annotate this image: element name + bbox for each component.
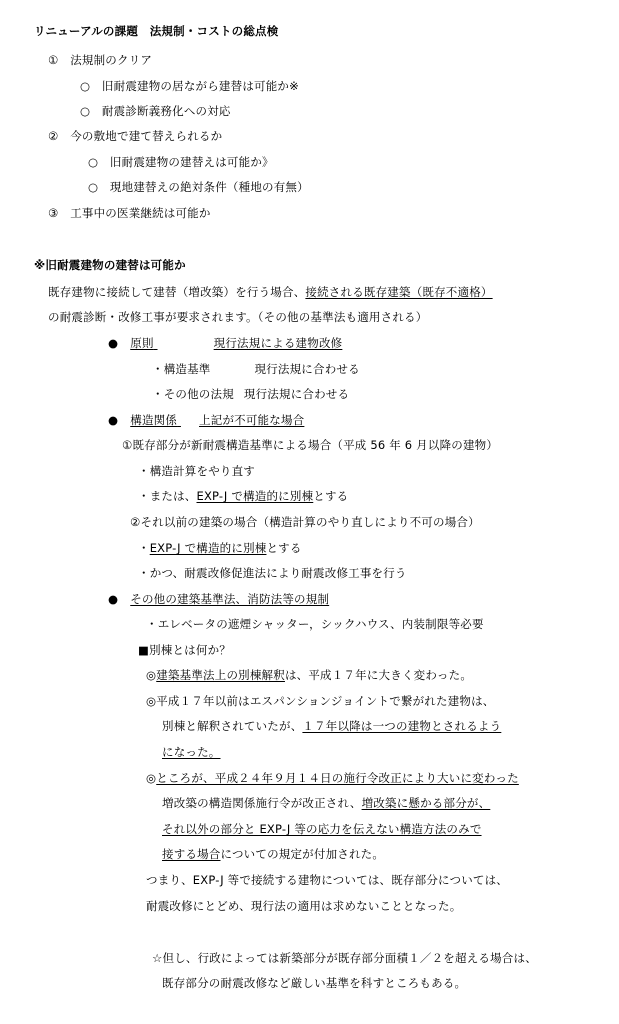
structure-row (108, 412, 304, 428)
bullet-icon: ● (108, 592, 119, 606)
note-line1: ☆但し、行政によっては新築部分が既存部分面積１／２を超える場合は、 (152, 951, 537, 965)
sep3-line1 (146, 770, 519, 786)
item3-label: ③ 工事中の医業継続は可能か (48, 206, 211, 220)
section2-title: ※旧耐震建物の建替は可能か (34, 258, 186, 272)
other-sub1: ・エレベータの遮煙シャッター，シックハウス、内装制限等必要 (146, 617, 484, 631)
case1-sub2-suffix: とする (313, 489, 349, 503)
sep3-line2 (162, 795, 490, 811)
double-circle-icon: ◎ (146, 668, 157, 682)
case2-sub2: ・かつ、耐震改修促進法により耐震改修工事を行う (138, 566, 407, 580)
other-label: その他の建築基準法、消防法等の規制 (130, 592, 330, 606)
sep3-line4 (162, 846, 384, 862)
case2-sub1-suffix: とする (266, 541, 302, 555)
principle-label: 原則 (130, 336, 154, 350)
case1: ①既存部分が新耐震構造基準による場合（平成 56 年 6 月以降の建物） (122, 438, 499, 452)
double-circle-icon: ◎ (146, 771, 157, 785)
sep2-line3: になった。 (162, 745, 221, 759)
case1-sub2 (138, 488, 348, 504)
sep2-line2-underlined: １７年以降は一つの建物とされるよう (302, 719, 502, 733)
separate-building-title: ■別棟とは何か？ (138, 643, 231, 657)
case2-sub1-underlined: EXP-J で構造的に別棟 (149, 541, 267, 555)
section1-title: リニューアルの課題 法規制・コストの総点検 (34, 24, 279, 38)
sep2-line2 (162, 718, 501, 734)
principle-sub2-label: ・その他の法規 (152, 387, 234, 401)
sep3-line2-underlined: 増改築に懸かる部分が、 (361, 796, 491, 810)
conclusion-line2: 耐震改修にとどめ、現行法の適用は求めないこととなった。 (146, 899, 462, 913)
principle-sub2-text: 現行法規に合わせる (243, 387, 350, 401)
case1-sub1: ・構造計算をやり直す (138, 464, 255, 478)
sep1-underlined: 建築基準法上の別棟解釈 (156, 668, 285, 682)
bullet-icon: ● (108, 336, 119, 350)
case2: ②それ以前の建築の場合（構造計算のやり直しにより不可の場合） (130, 515, 480, 529)
sep2-line2-text: 別棟と解釈されていたが、 (162, 719, 303, 733)
principle-sub1 (152, 361, 360, 377)
intro-line1-text: 既存建物に接続して建替（増改築）を行う場合、 (48, 285, 306, 299)
item2-sub1: ○ 旧耐震建物の建替えは可能か》 (88, 155, 274, 169)
principle-sub2 (152, 386, 349, 402)
structure-label: 構造関係 (130, 413, 178, 427)
principle-text: 現行法規による建物改修 (213, 336, 343, 350)
conclusion-line1: つまり、EXP-J 等で接続する建物については、既存部分については、 (146, 873, 508, 887)
case2-sub1 (138, 540, 302, 556)
item1-sub2: ○ 耐震診断義務化への対応 (80, 104, 231, 118)
principle-sub1-label: ・構造基準 (152, 362, 211, 376)
case2-sub1-text: ・ (138, 541, 150, 555)
structure-text: 上記が不可能な場合 (199, 413, 305, 427)
sep3-line3: それ以外の部分と EXP-J 等の応力を伝えない構造方法のみで (162, 822, 482, 836)
sep1-text: は、平成１７年に大きく変わった。 (284, 668, 473, 682)
item1-sub1: ○ 旧耐震建物の居ながら建替は可能か※ (80, 79, 299, 93)
note-line2: 既存部分の耐震改修など厳しい基準を科すところもある。 (162, 976, 467, 990)
other-row (108, 591, 329, 607)
sep3-line2-text: 増改築の構造関係施行令が改正され、 (162, 796, 362, 810)
intro-line1-underlined: 接続される既存建築（既存不適格） (305, 285, 493, 299)
sep2-line1: ◎平成１７年以前はエスパンションジョイントで繋がれた建物は、 (146, 694, 495, 708)
sep3-line4-underlined: 接する場合 (162, 847, 221, 861)
case1-sub2-underlined: EXP-J で構造的に別棟 (196, 489, 314, 503)
case1-sub2-text: ・または、 (138, 489, 197, 503)
sep1 (146, 667, 472, 683)
item1-label: ① 法規制のクリア (48, 53, 153, 67)
intro-line1 (48, 284, 493, 300)
item2-sub2: ○ 現地建替えの絶対条件（種地の有無） (88, 180, 309, 194)
sep3-line1-underlined: ところが、平成２４年９月１４日の施行令改正により大いに変わった (156, 771, 519, 785)
bullet-icon: ● (108, 413, 119, 427)
sep3-line4-text: についての規定が付加された。 (220, 847, 385, 861)
intro-line2: の耐震診断・改修工事が要求されます。（その他の基準法も適用される） (48, 310, 428, 324)
item2-label: ② 今の敷地で建て替えられるか (48, 129, 223, 143)
principle-sub1-text: 現行法規に合わせる (254, 362, 360, 376)
principle-row (108, 335, 342, 351)
